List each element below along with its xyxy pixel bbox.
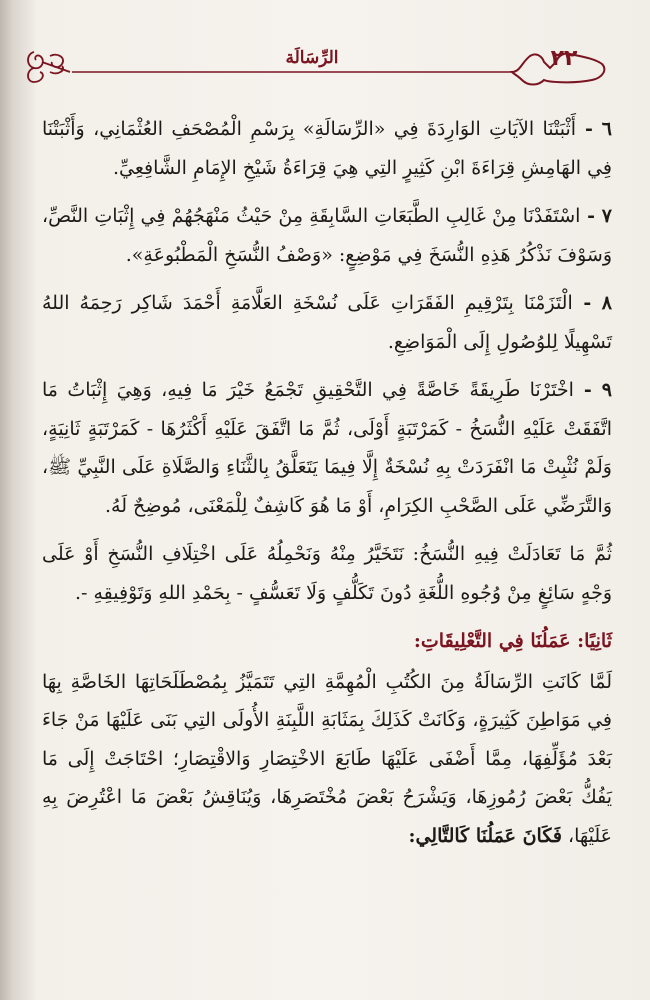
paragraph-6 <box>42 110 612 187</box>
book-page <box>12 0 650 1000</box>
paragraph-text: اسْتَفَدْنَا مِنْ غَالِبِ الطَّبَعَاتِ السَّابِقَةِ مِنْ حَيْثُ مَنْهَجُهُمْ فِي إِثْبَاتِ النَّصِّ، وَسَوْفَ نَذْكُرُ هَذِهِ النُّسَخَ فِي مَوْضِعٍ: «وَصْفُ النُّسَخِ الْمَطْبُوعَةِ». <box>42 205 612 266</box>
paragraph-text: اخْتَرْنَا طَرِيقَةً خَاصَّةً فِي التَّحْقِيقِ تَجْمَعُ خَيْرَ مَا فِيهِ، وَهِيَ إِثْبَاتُ مَا اتَّفَقَتْ عَلَيْهِ النُّسَخُ - كَمَرْتَبَةٍ أَوْلَى، ثُمَّ مَا اتَّفَقَ عَلَيْهِ أَكْثَرُهَا - كَمَرْتَبَةٍ ثَانِيَةٍ، وَلَمْ نُثْبِتْ مَا انْفَرَدَتْ بِهِ نُسْخَةٌ إِلَّا فِيمَا يَتَعَلَّقُ بِالثَّنَاءِ وَالصَّلَاةِ عَلَى النَّبِيِّ ﷺ، وَالتَّرَضِّي عَلَى الصَّحْبِ الكِرَامِ، أَوْ مَا هُوَ كَاشِفٌ لِلْمَعْنَى، مُوضِحٌ لَهُ. <box>42 379 612 517</box>
running-title: الرِّسَالَة <box>285 48 339 68</box>
paragraph-text: لَمَّا كَانَتِ الرِّسَالَةُ مِنَ الكُتُبِ الْمُهِمَّةِ التِي تَتَمَيَّزُ بِمُصْطَلَحَاتِهَا الخَاصَّةِ بِهَا فِي مَوَاطِنَ كَثِيرَةٍ، وَكَانَتْ كَذَلِكَ بِمَثَابَةِ اللَّبِنَةِ الأُولَى التِي بَنَى عَلَيْهَا مَنْ جَاءَ بَعْدَ مُؤَلِّفِهَا، مِمَّا أَضْفَى عَلَيْهَا طَابَعَ الاخْتِصَارِ وَالاقْتِصَارِ؛ احْتَاجَتْ إِلَى مَا يَفُكُّ بَعْضَ رُمُوزِهَا، وَيَشْرَحُ بَعْضَ مُخْتَصَرِهَا، وَيُنَاقِشُ بَعْضَ مَا اعْتُرِضَ بِهِ عَلَيْهَا، <box>42 670 612 847</box>
page-header <box>12 38 650 88</box>
page-body <box>42 110 612 865</box>
paragraph-equivalence <box>42 535 612 612</box>
item-number: ٩ - <box>573 379 612 401</box>
paragraph-comments <box>42 663 612 856</box>
paragraph-text: الْتَزَمْنَا بِتَرْقِيمِ الفَقَرَاتِ عَلَى نُسْخَةِ العَلَّامَةِ أَحْمَدَ شَاكِر رَحِمَهُ اللهُ تَسْهِيلًا لِلوُصُولِ إِلَى الْمَوَاضِعِ. <box>42 292 612 353</box>
section-heading: ثَانِيًا: عَمَلُنَا فِي التَّعْلِيقَاتِ: <box>413 630 612 652</box>
paragraph-9 <box>42 371 612 525</box>
paragraph-text: أَثْبَتْنَا الآيَاتِ الوَارِدَةَ فِي «الرِّسَالَةِ» بِرَسْمِ الْمُصْحَفِ العُثْمَانِي، وَأَثْبَتْنَا فِي الهَامِشِ قِرَاءَةَ ابْنِ كَثِيرٍ التِي هِيَ قِرَاءَةُ شَيْخِ الإِمَامِ الشَّافِعِيِّ. <box>42 118 612 179</box>
paragraph-8 <box>42 284 612 361</box>
paragraph-bold-tail: فَكَانَ عَمَلُنَا كَالتَّالِي: <box>408 824 562 847</box>
item-number: ٨ - <box>572 292 613 314</box>
paragraph-7 <box>42 197 612 274</box>
item-number: ٦ - <box>576 118 612 140</box>
floral-ornament-icon <box>28 52 70 82</box>
page-number: ٢٢ <box>550 46 578 71</box>
paragraph-text: ثُمَّ مَا تَعَادَلَتْ فِيهِ النُّسَخُ: نَتَخَيَّرُ مِنْهُ وَنَحْمِلُهُ عَلَى اخْتِلَافِ النُّسَخِ أَوْ عَلَى وَجْهٍ سَائِغٍ مِنْ وُجُوهِ اللُّغَةِ دُونَ تَكَلُّفٍ وَلَا تَعَسُّفٍ - بِحَمْدِ اللهِ وَتَوْفِيقِهِ -. <box>42 543 612 604</box>
item-number: ٧ - <box>580 205 612 227</box>
book-spine-shadow <box>0 0 12 1000</box>
